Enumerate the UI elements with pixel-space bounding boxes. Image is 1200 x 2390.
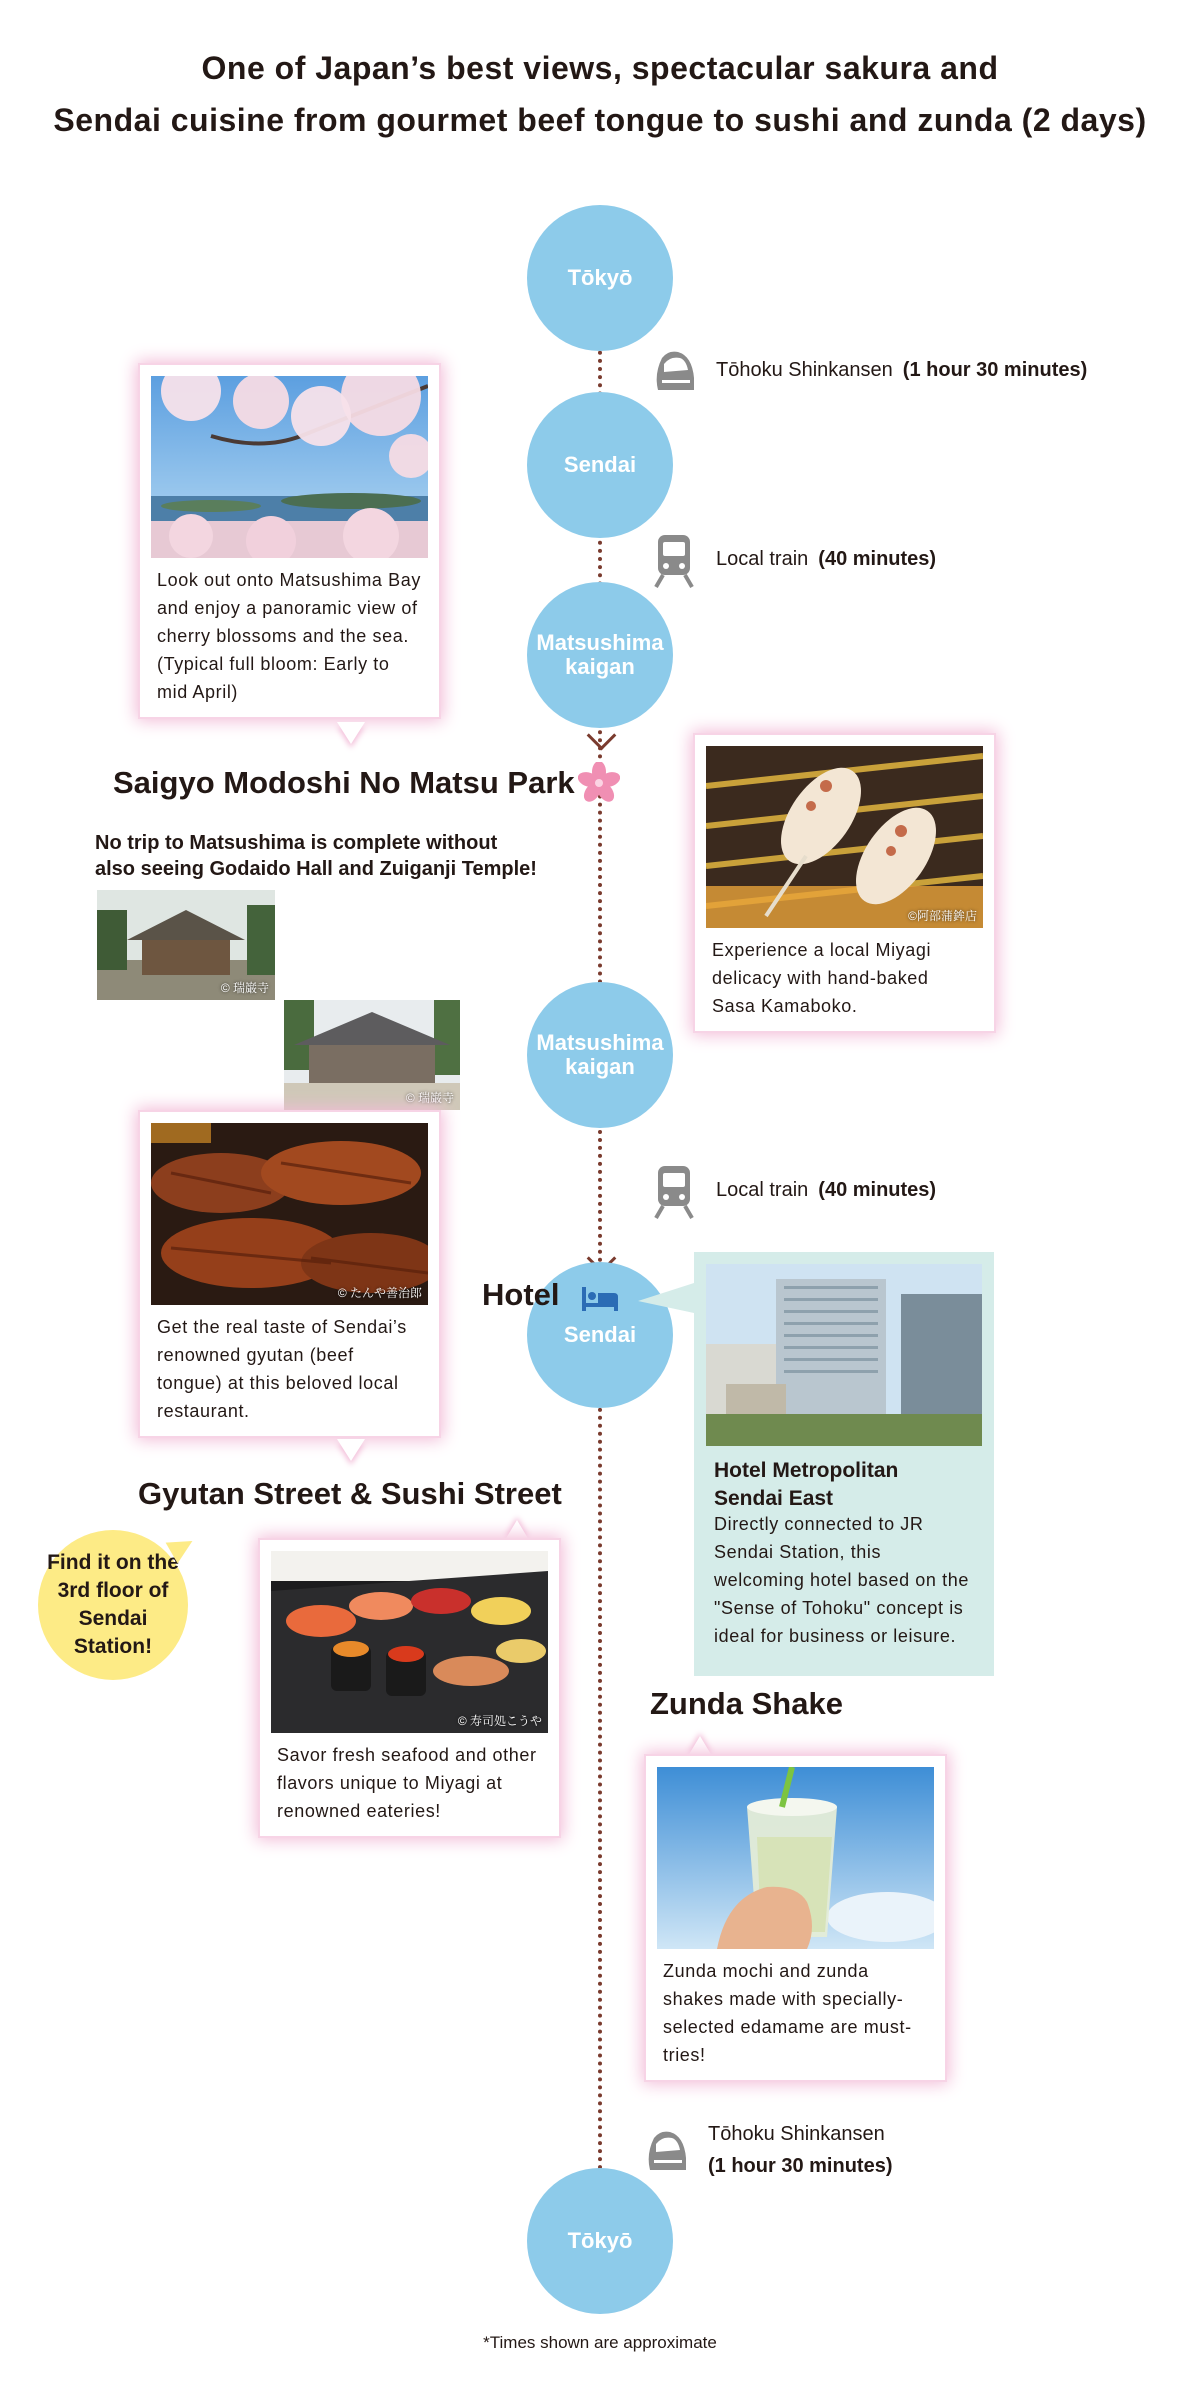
footnote: *Times shown are approximate xyxy=(483,2333,717,2352)
sakura-icon xyxy=(578,762,620,804)
hotel-description: Directly connected to JR Sendai Station, this welcoming hotel based on the "Sense of Tohoku" concept is ideal for business or leisure. xyxy=(714,1514,969,1646)
saigyo-description: Look out onto Matsushima Bay and enjoy a panoramic view of cherry blossoms and the sea. (Typical full bloom: Early to mid April) xyxy=(157,570,421,702)
temples-heading: No trip to Matsushima is complete without also seeing Godaido Hall and Zuiganji Temple! xyxy=(95,832,537,880)
route-line xyxy=(598,1360,602,2210)
train-icon xyxy=(648,1164,700,1216)
station-matsushima-kaigan: Matsushima kaigan xyxy=(527,582,673,728)
station-tokyo-start: Tōkyō xyxy=(527,205,673,351)
transport-local-train: Local train (40 minutes) xyxy=(648,533,936,585)
photo-credit: © 寿司処こうや xyxy=(457,1714,542,1728)
shinkansen-icon xyxy=(648,344,700,396)
station-tokyo-end: Tōkyō xyxy=(527,2168,673,2314)
gyutan-description: Get the real taste of Sendai’s renowned gyutan (beef tongue) at this beloved local restaurant. xyxy=(157,1317,407,1421)
gyutan-photo xyxy=(151,1123,428,1305)
callout-tail xyxy=(638,1283,694,1313)
kamaboko-card xyxy=(695,735,994,1031)
transport-duration: (1 hour 30 minutes) xyxy=(708,2155,893,2177)
bed-icon xyxy=(580,1283,620,1313)
saigyo-card xyxy=(140,365,439,717)
zunda-shake-photo xyxy=(657,1767,934,1949)
hotel-photo xyxy=(706,1264,982,1446)
shinkansen-icon xyxy=(640,2124,692,2176)
callout-tail xyxy=(688,1736,712,1756)
hotel-label: Hotel xyxy=(482,1277,560,1312)
transport-local-train: Local train (40 minutes) xyxy=(648,1164,936,1216)
callout-tail xyxy=(337,1439,365,1461)
cherry-blossom-photo xyxy=(151,376,428,558)
kamaboko-description: Experience a local Miyagi delicacy with hand-baked Sasa Kamaboko. xyxy=(712,940,932,1016)
callout-tail xyxy=(337,722,365,744)
sushi-description: Savor fresh seafood and other flavors unique to Miyagi at renowned eateries! xyxy=(277,1745,537,1821)
gyutan-sushi-street-name: Gyutan Street & Sushi Street xyxy=(138,1476,562,1511)
transport-shinkansen: Tōhoku Shinkansen (1 hour 30 minutes) xyxy=(648,344,1087,396)
sasa-kamaboko-photo xyxy=(706,746,983,928)
zuiganji-temple-photo xyxy=(284,1000,460,1110)
transport-shinkansen xyxy=(640,2118,892,2182)
hotel-card xyxy=(694,1252,994,1676)
zunda-shake-name: Zunda Shake xyxy=(650,1686,843,1721)
gyutan-card xyxy=(140,1112,439,1436)
station-sendai: Sendai xyxy=(527,1262,673,1408)
photo-credit: © たんや善治郎 xyxy=(337,1286,422,1300)
godaido-hall-photo xyxy=(97,890,275,1000)
find-it-callout: Find it on the 3rd floor of Sendai Station! xyxy=(38,1530,188,1680)
transport-label: Tōhoku Shinkansen xyxy=(708,2123,885,2145)
zunda-card xyxy=(646,1756,945,2080)
station-sendai: Sendai xyxy=(527,392,673,538)
page-title xyxy=(0,42,1200,146)
train-icon xyxy=(648,533,700,585)
photo-credit: © 瑞巌寺 xyxy=(405,1091,454,1105)
sushi-card xyxy=(260,1540,559,1836)
title-line-2: Sendai cuisine from gourmet beef tongue to sushi and zunda (2 days) xyxy=(53,102,1147,138)
zunda-description: Zunda mochi and zunda shakes made with specially-selected edamame are must-tries! xyxy=(663,1961,912,2065)
sushi-photo xyxy=(271,1551,548,1733)
title-line-1: One of Japan’s best views, spectacular sakura and xyxy=(201,50,999,86)
hotel-name: Hotel Metropolitan Sendai East xyxy=(714,1459,899,1510)
photo-credit: © 瑞巌寺 xyxy=(220,981,269,995)
saigyo-park-name: Saigyo Modoshi No Matsu Park xyxy=(113,765,575,800)
callout-tail xyxy=(505,1520,529,1540)
station-matsushima-kaigan: Matsushima kaigan xyxy=(527,982,673,1128)
photo-credit: ©阿部蒲鉾店 xyxy=(908,909,977,923)
